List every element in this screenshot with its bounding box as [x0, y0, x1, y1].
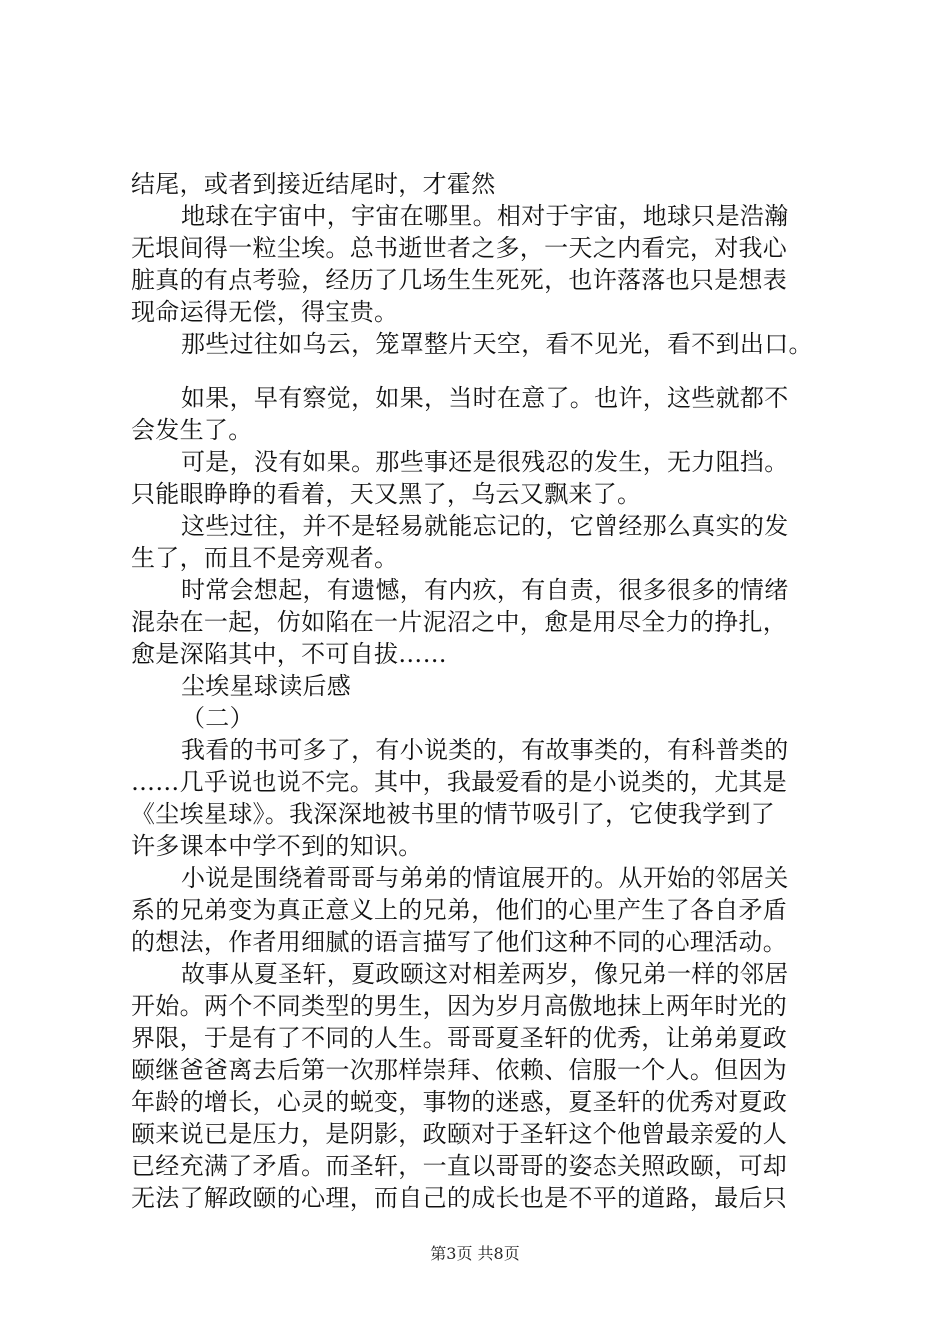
text-line: 许多课本中学不到的知识。 [131, 832, 423, 860]
text-line: 的想法，作者用细腻的语言描写了他们这种不同的心理活动。 [131, 928, 788, 956]
text-line: 会发生了。 [131, 416, 253, 444]
text-line: 无垠间得一粒尘埃。总书逝世者之多，一天之内看完，对我心 [131, 234, 788, 262]
paragraph-start-line: 我看的书可多了，有小说类的，有故事类的，有科普类的 [181, 736, 789, 764]
text-line: 生了，而且不是旁观者。 [131, 544, 399, 572]
page-number: 第3页 共8页 [430, 1244, 520, 1263]
paragraph-start-line: 时常会想起，有遗憾，有内疚，有自责，很多很多的情绪 [181, 576, 789, 604]
text-line: 界限，于是有了不同的人生。哥哥夏圣轩的优秀，让弟弟夏政 [131, 1024, 788, 1052]
section-title: 尘埃星球读后感 [181, 672, 352, 700]
text-line: 混杂在一起，仿如陷在一片泥沼之中，愈是用尽全力的挣扎， [131, 608, 788, 636]
paragraph-start-line: 地球在宇宙中，宇宙在哪里。相对于宇宙，地球只是浩瀚 [181, 202, 789, 230]
text-line: 年龄的增长，心灵的蜕变，事物的迷惑，夏圣轩的优秀对夏政 [131, 1088, 788, 1116]
paragraph-start-line: 故事从夏圣轩，夏政颐这对相差两岁，像兄弟一样的邻居 [181, 960, 789, 988]
text-line: 已经充满了矛盾。而圣轩，一直以哥哥的姿态关照政颐，可却 [131, 1152, 788, 1180]
text-line: 只能眼睁睁的看着，天又黑了，乌云又飘来了。 [131, 480, 642, 508]
paragraph-start-line: 可是，没有如果。那些事还是很残忍的发生，无力阻挡。 [181, 448, 789, 476]
paragraph-start-line: 小说是围绕着哥哥与弟弟的情谊展开的。从开始的邻居关 [181, 864, 789, 892]
text-line: 现命运得无偿，得宝贵。 [131, 298, 399, 326]
text-line: 颐来说已是压力，是阴影，政颐对于圣轩这个他曾最亲爱的人 [131, 1120, 788, 1148]
text-line: 颐继爸爸离去后第一次那样崇拜、依赖、信服一个人。但因为 [131, 1056, 788, 1084]
text-line: 结尾，或者到接近结尾时，才霍然 [131, 170, 496, 198]
paragraph-start-line: 如果，早有察觉，如果，当时在意了。也许，这些就都不 [181, 384, 789, 412]
paragraph-start-line: 那些过往如乌云，笼罩整片天空，看不见光，看不到出口。 [181, 330, 813, 358]
section-number: （二） [181, 704, 254, 732]
document-body [131, 168, 841, 1214]
text-line: 脏真的有点考验，经历了几场生生死死，也许落落也只是想表 [131, 266, 788, 294]
text-line: 愈是深陷其中，不可自拔…… [131, 640, 447, 668]
text-line: 《尘埃星球》。我深深地被书里的情节吸引了，它使我学到了 [131, 800, 776, 828]
paragraph-start-line: 这些过往，并不是轻易就能忘记的，它曾经那么真实的发 [181, 512, 789, 540]
page-footer [0, 1244, 950, 1264]
text-line: ……几乎说也说不完。其中，我最爱看的是小说类的，尤其是 [131, 768, 788, 796]
text-line: 系的兄弟变为真正意义上的兄弟，他们的心里产生了各自矛盾 [131, 896, 788, 924]
text-line: 无法了解政颐的心理，而自己的成长也是不平的道路，最后只 [131, 1184, 788, 1212]
blank-line [131, 360, 841, 382]
text-line: 开始。两个不同类型的男生，因为岁月高傲地抹上两年时光的 [131, 992, 788, 1020]
